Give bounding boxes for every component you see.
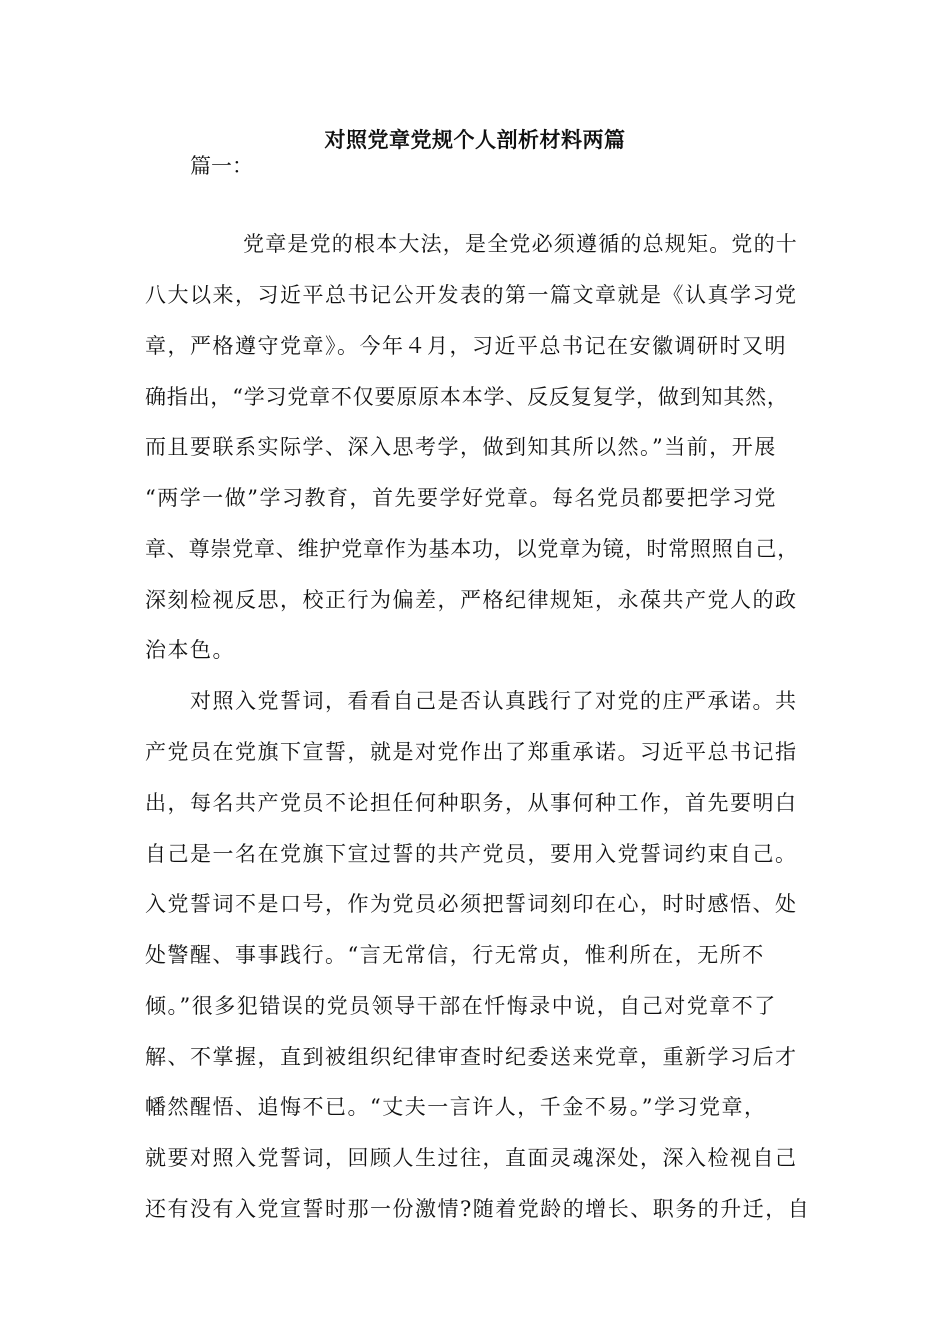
paragraph-line: 产党员在党旗下宣誓，就是对党作出了郑重承诺。习近平总书记指: [145, 740, 798, 764]
section-label: 篇一：: [190, 154, 253, 178]
paragraph-line: 倾。”很多犯错误的党员领导干部在忏悔录中说，自己对党章不了: [145, 994, 777, 1018]
paragraph-line: 治本色。: [145, 638, 235, 662]
paragraph-line: 对照入党誓词，看看自己是否认真践行了对党的庄严承诺。共: [190, 689, 798, 713]
paragraph-line: 章、尊崇党章、维护党章作为基本功，以党章为镜，时常照照自己，: [145, 537, 799, 561]
paragraph-line: 出，每名共产党员不论担任何种职务，从事何种工作，首先要明白: [145, 791, 798, 815]
paragraph-line: 深刻检视反思，校正行为偏差，严格纪律规矩，永葆共产党人的政: [145, 588, 798, 612]
document-title: 对照党章党规个人剖析材料两篇: [324, 127, 626, 152]
paragraph-line: 党章是党的根本大法，是全党必须遵循的总规矩。党的十: [243, 232, 798, 256]
paragraph-line: 确指出，“学习党章不仅要原原本本学、反反复复学，做到知其然，: [145, 385, 789, 409]
paragraph-line: 而且要联系实际学、深入思考学，做到知其所以然。”当前，开展: [145, 435, 777, 459]
paragraph-line: 自己是一名在党旗下宣过誓的共产党员，要用入党誓词约束自己。: [145, 842, 798, 866]
paragraph-line: 解、不掌握，直到被组织纪律审查时纪委送来党章，重新学习后才: [145, 1045, 798, 1069]
paragraph-line: 就要对照入党誓词，回顾人生过往，直面灵魂深处，深入检视自己: [145, 1146, 798, 1170]
paragraph-line: 入党誓词不是口号，作为党员必须把誓词刻印在心，时时感悟、处: [145, 892, 798, 916]
paragraph-line: 处警醒、事事践行。“言无常信，行无常贞，惟利所在，无所不: [145, 943, 765, 967]
paragraph-line: 章，严格遵守党章》。今年４月，习近平总书记在安徽调研时又明: [145, 334, 787, 358]
paragraph-line: 八大以来，习近平总书记公开发表的第一篇文章就是《认真学习党: [145, 283, 798, 307]
paragraph-line: “两学一做”学习教育，首先要学好党章。每名党员都要把学习党: [145, 486, 777, 510]
paragraph-line: 幡然醒悟、追悔不已。“丈夫一言许人，千金不易。”学习党章，: [145, 1095, 767, 1119]
paragraph-line: 还有没有入党宣誓时那一份激情?随着党龄的增长、职务的升迁，自: [145, 1197, 811, 1221]
